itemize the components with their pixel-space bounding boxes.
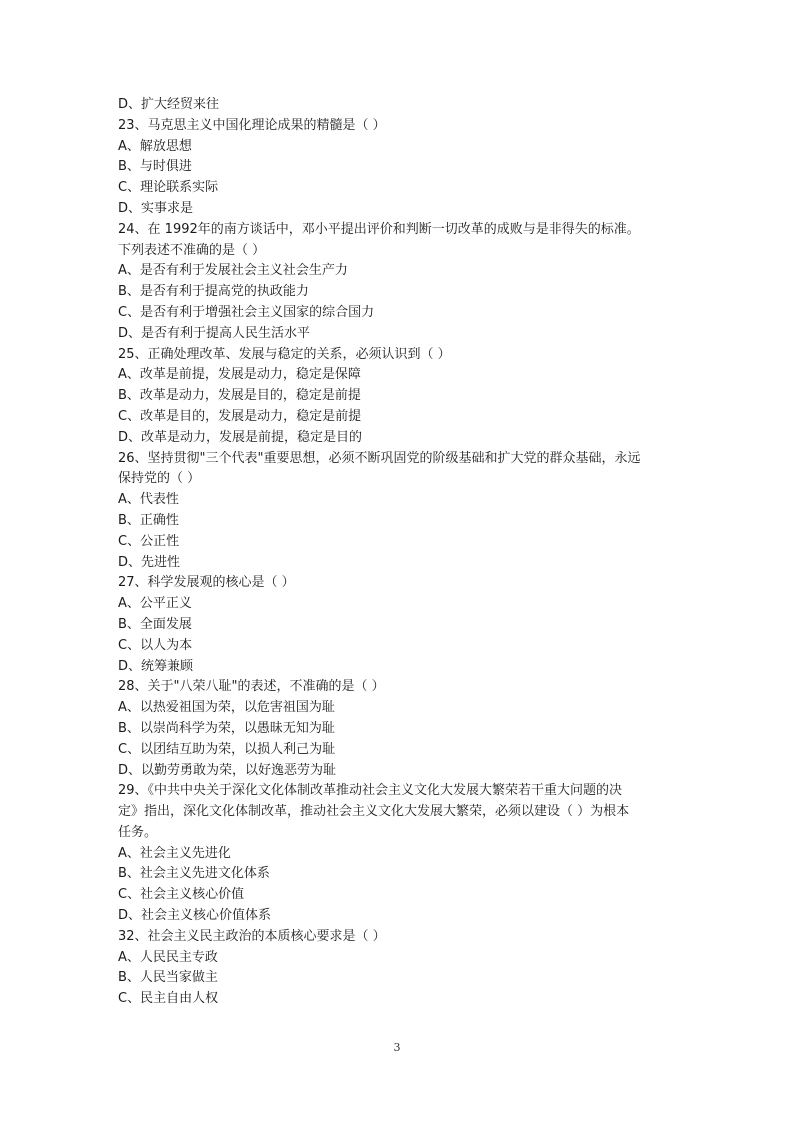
text-line: D、改革是动力，发展是前提，稳定是目的 (118, 429, 363, 445)
text-line: C、社会主义核心价值 (118, 887, 245, 903)
text-line: B、全面发展 (118, 616, 192, 632)
text-line: A、人民民主专政 (118, 949, 218, 965)
text-line: 下列表述不准确的是（ ） (118, 242, 266, 258)
text-line: B、社会主义先进文化体系 (118, 866, 270, 882)
text-line: 25、正确处理改革、发展与稳定的关系，必须认识到（ ） (118, 346, 451, 362)
text-line: 保持党的（ ） (118, 471, 201, 487)
text-line: B、是否有利于提高党的执政能力 (118, 284, 309, 300)
text-line: 23、马克思主义中国化理论成果的精髓是（ ） (118, 117, 386, 133)
text-line: 27、科学发展观的核心是（ ） (118, 575, 295, 591)
text-line: C、理论联系实际 (118, 180, 219, 196)
text-line: C、以人为本 (118, 637, 193, 653)
text-line: 任务。 (118, 824, 158, 840)
text-line: C、民主自由人权 (118, 991, 219, 1007)
text-line: A、代表性 (118, 492, 179, 508)
text-line: A、改革是前提，发展是动力，稳定是保障 (118, 367, 361, 383)
text-line: B、正确性 (118, 512, 179, 528)
text-line: A、以热爱祖国为荣，以危害祖国为耻 (118, 700, 335, 716)
text-line: 26、坚持贯彻"三个代表"重要思想，必须不断巩固党的阶级基础和扩大党的群众基础，永远 (118, 450, 641, 466)
text-line: D、是否有利于提高人民生活水平 (118, 325, 311, 341)
text-line: D、实事求是 (118, 200, 194, 216)
text-line: D、统筹兼顾 (118, 658, 194, 674)
page-number: 3 (393, 1041, 401, 1054)
text-line: B、与时俱进 (118, 159, 192, 175)
text-line: A、公平正义 (118, 596, 192, 612)
text-line: A、社会主义先进化 (118, 845, 231, 861)
text-line: C、以团结互助为荣，以损人利己为耻 (118, 741, 336, 757)
text-line: D、先进性 (118, 554, 181, 570)
text-line: C、公正性 (118, 533, 180, 549)
text-line: D、社会主义核心价值体系 (118, 908, 272, 924)
text-line: 28、关于"八荣八耻"的表述，不准确的是（ ） (118, 679, 385, 695)
text-line: A、解放思想 (118, 138, 192, 154)
text-line: B、以崇尚科学为荣，以愚昧无知为耻 (118, 720, 335, 736)
text-line: B、改革是动力，发展是目的，稳定是前提 (118, 388, 361, 404)
text-line: 定》指出，深化文化体制改革，推动社会主义文化大发展大繁荣，必须以建设（ ）为根本 (118, 804, 630, 820)
text-line: D、扩大经贸来往 (118, 97, 220, 112)
text-line: 32、社会主义民主政治的本质核心要求是（ ） (118, 928, 386, 944)
document-body (118, 95, 680, 1010)
text-line: C、是否有利于增强社会主义国家的综合国力 (118, 304, 375, 320)
text-line: C、改革是目的，发展是动力，稳定是前提 (118, 408, 362, 424)
text-line: 24、在 1992年的南方谈话中，邓小平提出评价和判断一切改革的成败与是非得失的标准。 (118, 221, 640, 237)
text-line: A、是否有利于发展社会主义社会生产力 (118, 263, 348, 279)
text-line: 29、《中共中央关于深化文化体制改革推动社会主义文化大发展大繁荣若干重大问题的决 (118, 783, 623, 799)
text-line: D、以勤劳勇敢为荣，以好逸恶劳为耻 (118, 762, 337, 778)
text-line: B、人民当家做主 (118, 970, 218, 986)
